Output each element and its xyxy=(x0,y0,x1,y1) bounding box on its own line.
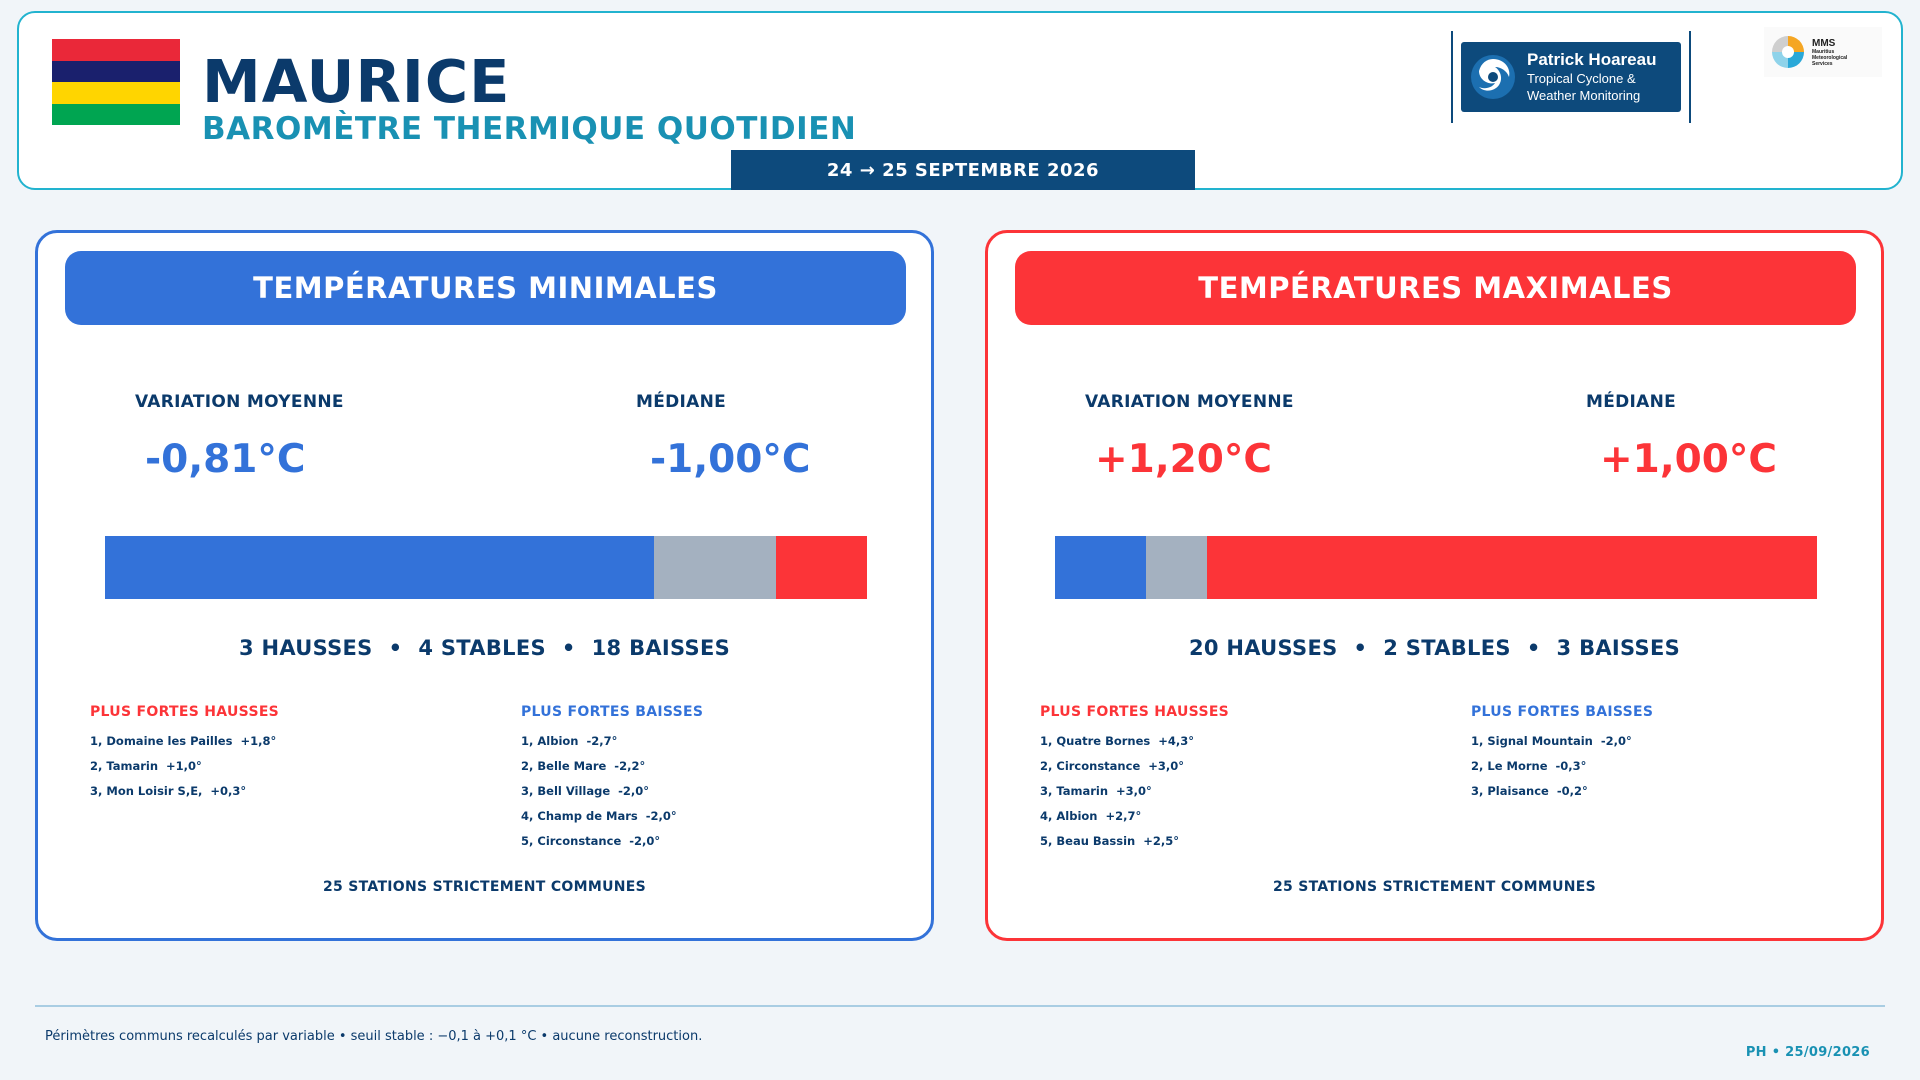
footer-note: Périmètres communs recalculés par variable • seuil stable : −0,1 à +0,1 °C • aucune reconstruction. xyxy=(45,1029,703,1044)
max-median-value: +1,00°C xyxy=(1600,437,1778,482)
page-subtitle: BAROMÈTRE THERMIQUE QUOTIDIEN xyxy=(202,111,857,147)
list-item: 1, Quatre Bornes +4,3° xyxy=(1040,734,1195,748)
min-median-value: -1,00°C xyxy=(650,437,811,482)
max-median-label: MÉDIANE xyxy=(1586,392,1677,412)
mms-logo xyxy=(1764,27,1882,77)
flag-stripe-blue xyxy=(52,61,180,83)
min-ups-list xyxy=(90,734,276,809)
min-count-baisses: 18 BAISSES xyxy=(591,636,731,660)
max-bar-stables xyxy=(1146,536,1207,599)
ph-logo-frame xyxy=(1451,31,1691,123)
list-item: 3, Mon Loisir S,E, +0,3° xyxy=(90,784,247,798)
min-stations-note: 25 STATIONS STRICTEMENT COMMUNES xyxy=(323,879,646,895)
list-item: 2, Belle Mare -2,2° xyxy=(521,759,646,773)
flag-stripe-red xyxy=(52,39,180,61)
ph-logo-line1: Tropical Cyclone & xyxy=(1527,71,1636,86)
date-range-band: 24 → 25 SEPTEMBRE 2026 xyxy=(731,150,1195,190)
mms-line1: Mauritius xyxy=(1812,48,1835,55)
max-variation-label: VARIATION MOYENNE xyxy=(1085,392,1294,412)
list-item: 3, Tamarin +3,0° xyxy=(1040,784,1152,798)
min-bar-hausses xyxy=(776,536,867,599)
min-ups-title: PLUS FORTES HAUSSES xyxy=(90,704,280,720)
mms-line2: Meteorological xyxy=(1812,54,1848,61)
list-item: 1, Signal Mountain -2,0° xyxy=(1471,734,1632,748)
list-item: 2, Circonstance +3,0° xyxy=(1040,759,1185,773)
list-item: 4, Albion +2,7° xyxy=(1040,809,1142,823)
cyclone-icon xyxy=(1469,53,1517,101)
max-stations-note: 25 STATIONS STRICTEMENT COMMUNES xyxy=(1273,879,1596,895)
max-count-stables: 2 STABLES xyxy=(1383,636,1511,660)
max-count-baisses: 3 BAISSES xyxy=(1556,636,1681,660)
max-counts: 20 HAUSSES • 2 STABLES • 3 BAISSES xyxy=(1188,636,1681,660)
list-item: 2, Tamarin +1,0° xyxy=(90,759,202,773)
list-item: 4, Champ de Mars -2,0° xyxy=(521,809,677,823)
min-downs-list xyxy=(521,734,677,859)
list-item: 3, Bell Village -2,0° xyxy=(521,784,650,798)
min-distribution-bar xyxy=(105,536,867,599)
max-downs-list xyxy=(1471,734,1632,809)
min-downs-title: PLUS FORTES BAISSES xyxy=(521,704,704,720)
max-bar-hausses xyxy=(1207,536,1817,599)
max-downs-title: PLUS FORTES BAISSES xyxy=(1471,704,1654,720)
min-temperatures-panel xyxy=(35,230,934,941)
max-temperatures-panel xyxy=(985,230,1884,941)
mms-line3: Services xyxy=(1812,60,1833,67)
mms-abbr: MMS xyxy=(1812,37,1836,49)
min-median-label: MÉDIANE xyxy=(636,392,727,412)
min-count-stables: 4 STABLES xyxy=(418,636,546,660)
mauritius-flag xyxy=(52,39,180,125)
page-title: MAURICE xyxy=(202,47,511,116)
list-item: 1, Domaine les Pailles +1,8° xyxy=(90,734,277,748)
footer-divider xyxy=(35,1005,1885,1007)
max-count-hausses: 20 HAUSSES xyxy=(1188,636,1338,660)
max-variation-value: +1,20°C xyxy=(1095,437,1273,482)
min-variation-label: VARIATION MOYENNE xyxy=(135,392,344,412)
max-ups-list xyxy=(1040,734,1194,859)
max-bar-baisses xyxy=(1055,536,1146,599)
mms-emblem-icon xyxy=(1768,32,1808,72)
max-distribution-bar xyxy=(1055,536,1817,599)
list-item: 2, Le Morne -0,3° xyxy=(1471,759,1587,773)
max-ups-title: PLUS FORTES HAUSSES xyxy=(1040,704,1230,720)
flag-stripe-green xyxy=(52,104,180,126)
list-item: 5, Beau Bassin +2,5° xyxy=(1040,834,1179,848)
list-item: 5, Circonstance -2,0° xyxy=(521,834,661,848)
min-count-hausses: 3 HAUSSES xyxy=(238,636,373,660)
ph-logo-name: Patrick Hoareau xyxy=(1527,50,1657,69)
min-counts: 3 HAUSSES • 4 STABLES • 18 BAISSES xyxy=(238,636,731,660)
list-item: 3, Plaisance -0,2° xyxy=(1471,784,1588,798)
flag-stripe-yellow xyxy=(52,82,180,104)
ph-logo xyxy=(1461,42,1681,112)
header-card xyxy=(17,11,1903,190)
min-panel-title: TEMPÉRATURES MINIMALES xyxy=(65,251,906,325)
max-panel-title: TEMPÉRATURES MAXIMALES xyxy=(1015,251,1856,325)
min-bar-stables xyxy=(654,536,776,599)
min-bar-baisses xyxy=(105,536,654,599)
list-item: 1, Albion -2,7° xyxy=(521,734,618,748)
footer-signature: PH • 25/09/2026 xyxy=(1745,1045,1870,1060)
ph-logo-line2: Weather Monitoring xyxy=(1527,88,1641,103)
min-variation-value: -0,81°C xyxy=(145,437,306,482)
